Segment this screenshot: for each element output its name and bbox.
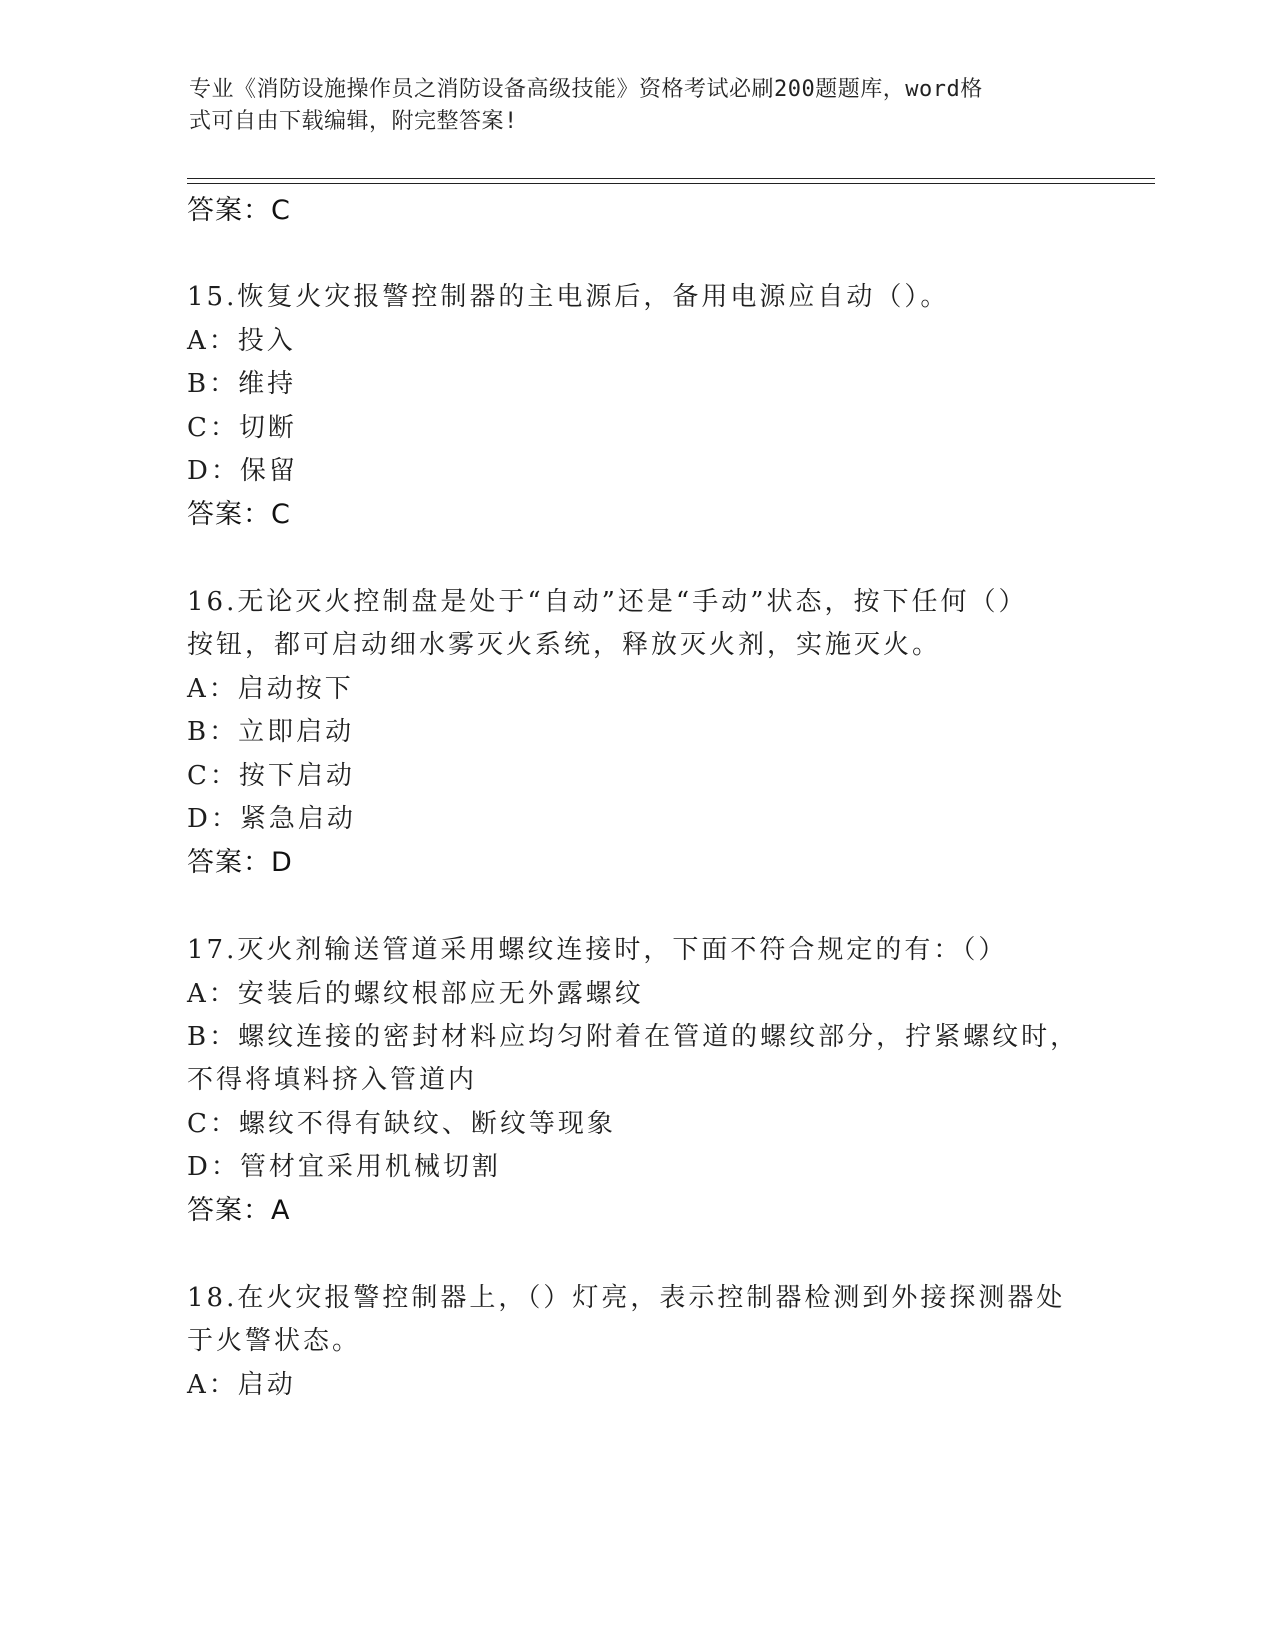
question-15-answer: 答案：C (187, 499, 291, 530)
question-17-option-c: C：螺纹不得有缺纹、断纹等现象 (187, 1109, 616, 1139)
document-header (189, 74, 1069, 138)
question-16-option-c: C：按下启动 (187, 761, 355, 791)
question-15-option-a: A：投入 (187, 326, 296, 356)
question-17-option-b-line-2: 不得将填料挤入管道内 (187, 1065, 478, 1095)
question-18-option-a: A：启动 (187, 1370, 296, 1400)
question-16-option-b: B：立即启动 (187, 717, 355, 747)
question-16-option-a: A：启动按下 (187, 674, 354, 704)
header-divider-bottom (187, 183, 1155, 184)
question-17-option-a: A：安装后的螺纹根部应无外露螺纹 (187, 979, 644, 1009)
question-15-option-d: D：保留 (187, 456, 298, 486)
question-15-stem: 15.恢复火灾报警控制器的主电源后，备用电源应自动（）。 (187, 282, 950, 312)
question-17-option-b-line-1: B：螺纹连接的密封材料应均匀附着在管道的螺纹部分，拧紧螺纹时， (187, 1022, 1080, 1052)
question-16-stem-line-2: 按钮，都可启动细水雾灭火系统，释放灭火剂，实施灭火。 (187, 630, 942, 660)
question-16-answer: 答案：D (187, 847, 293, 878)
question-18-stem-line-2: 于火警状态。 (187, 1326, 362, 1356)
question-18-stem-line-1: 18.在火灾报警控制器上，（）灯亮，表示控制器检测到外接探测器处 (187, 1283, 1066, 1313)
header-divider-top (187, 178, 1155, 179)
question-15-option-b: B：维持 (187, 369, 297, 399)
header-line-2: 式可自由下载编辑，附完整答案! (189, 109, 518, 134)
question-17-stem: 17.灭火剂输送管道采用螺纹连接时，下面不符合规定的有：（） (187, 935, 1008, 965)
question-17-answer: 答案：A (187, 1195, 291, 1226)
question-16-stem-line-1: 16.无论灭火控制盘是处于“自动”还是“手动”状态，按下任何（） (187, 587, 1028, 617)
header-line-1: 专业《消防设施操作员之消防设备高级技能》资格考试必刷200题题库，word格 (189, 77, 983, 102)
answer-previous: 答案：C (187, 195, 291, 226)
question-15-option-c: C：切断 (187, 413, 297, 443)
question-16-option-d: D：紧急启动 (187, 804, 356, 834)
question-17-option-d: D：管材宜采用机械切割 (187, 1152, 501, 1182)
